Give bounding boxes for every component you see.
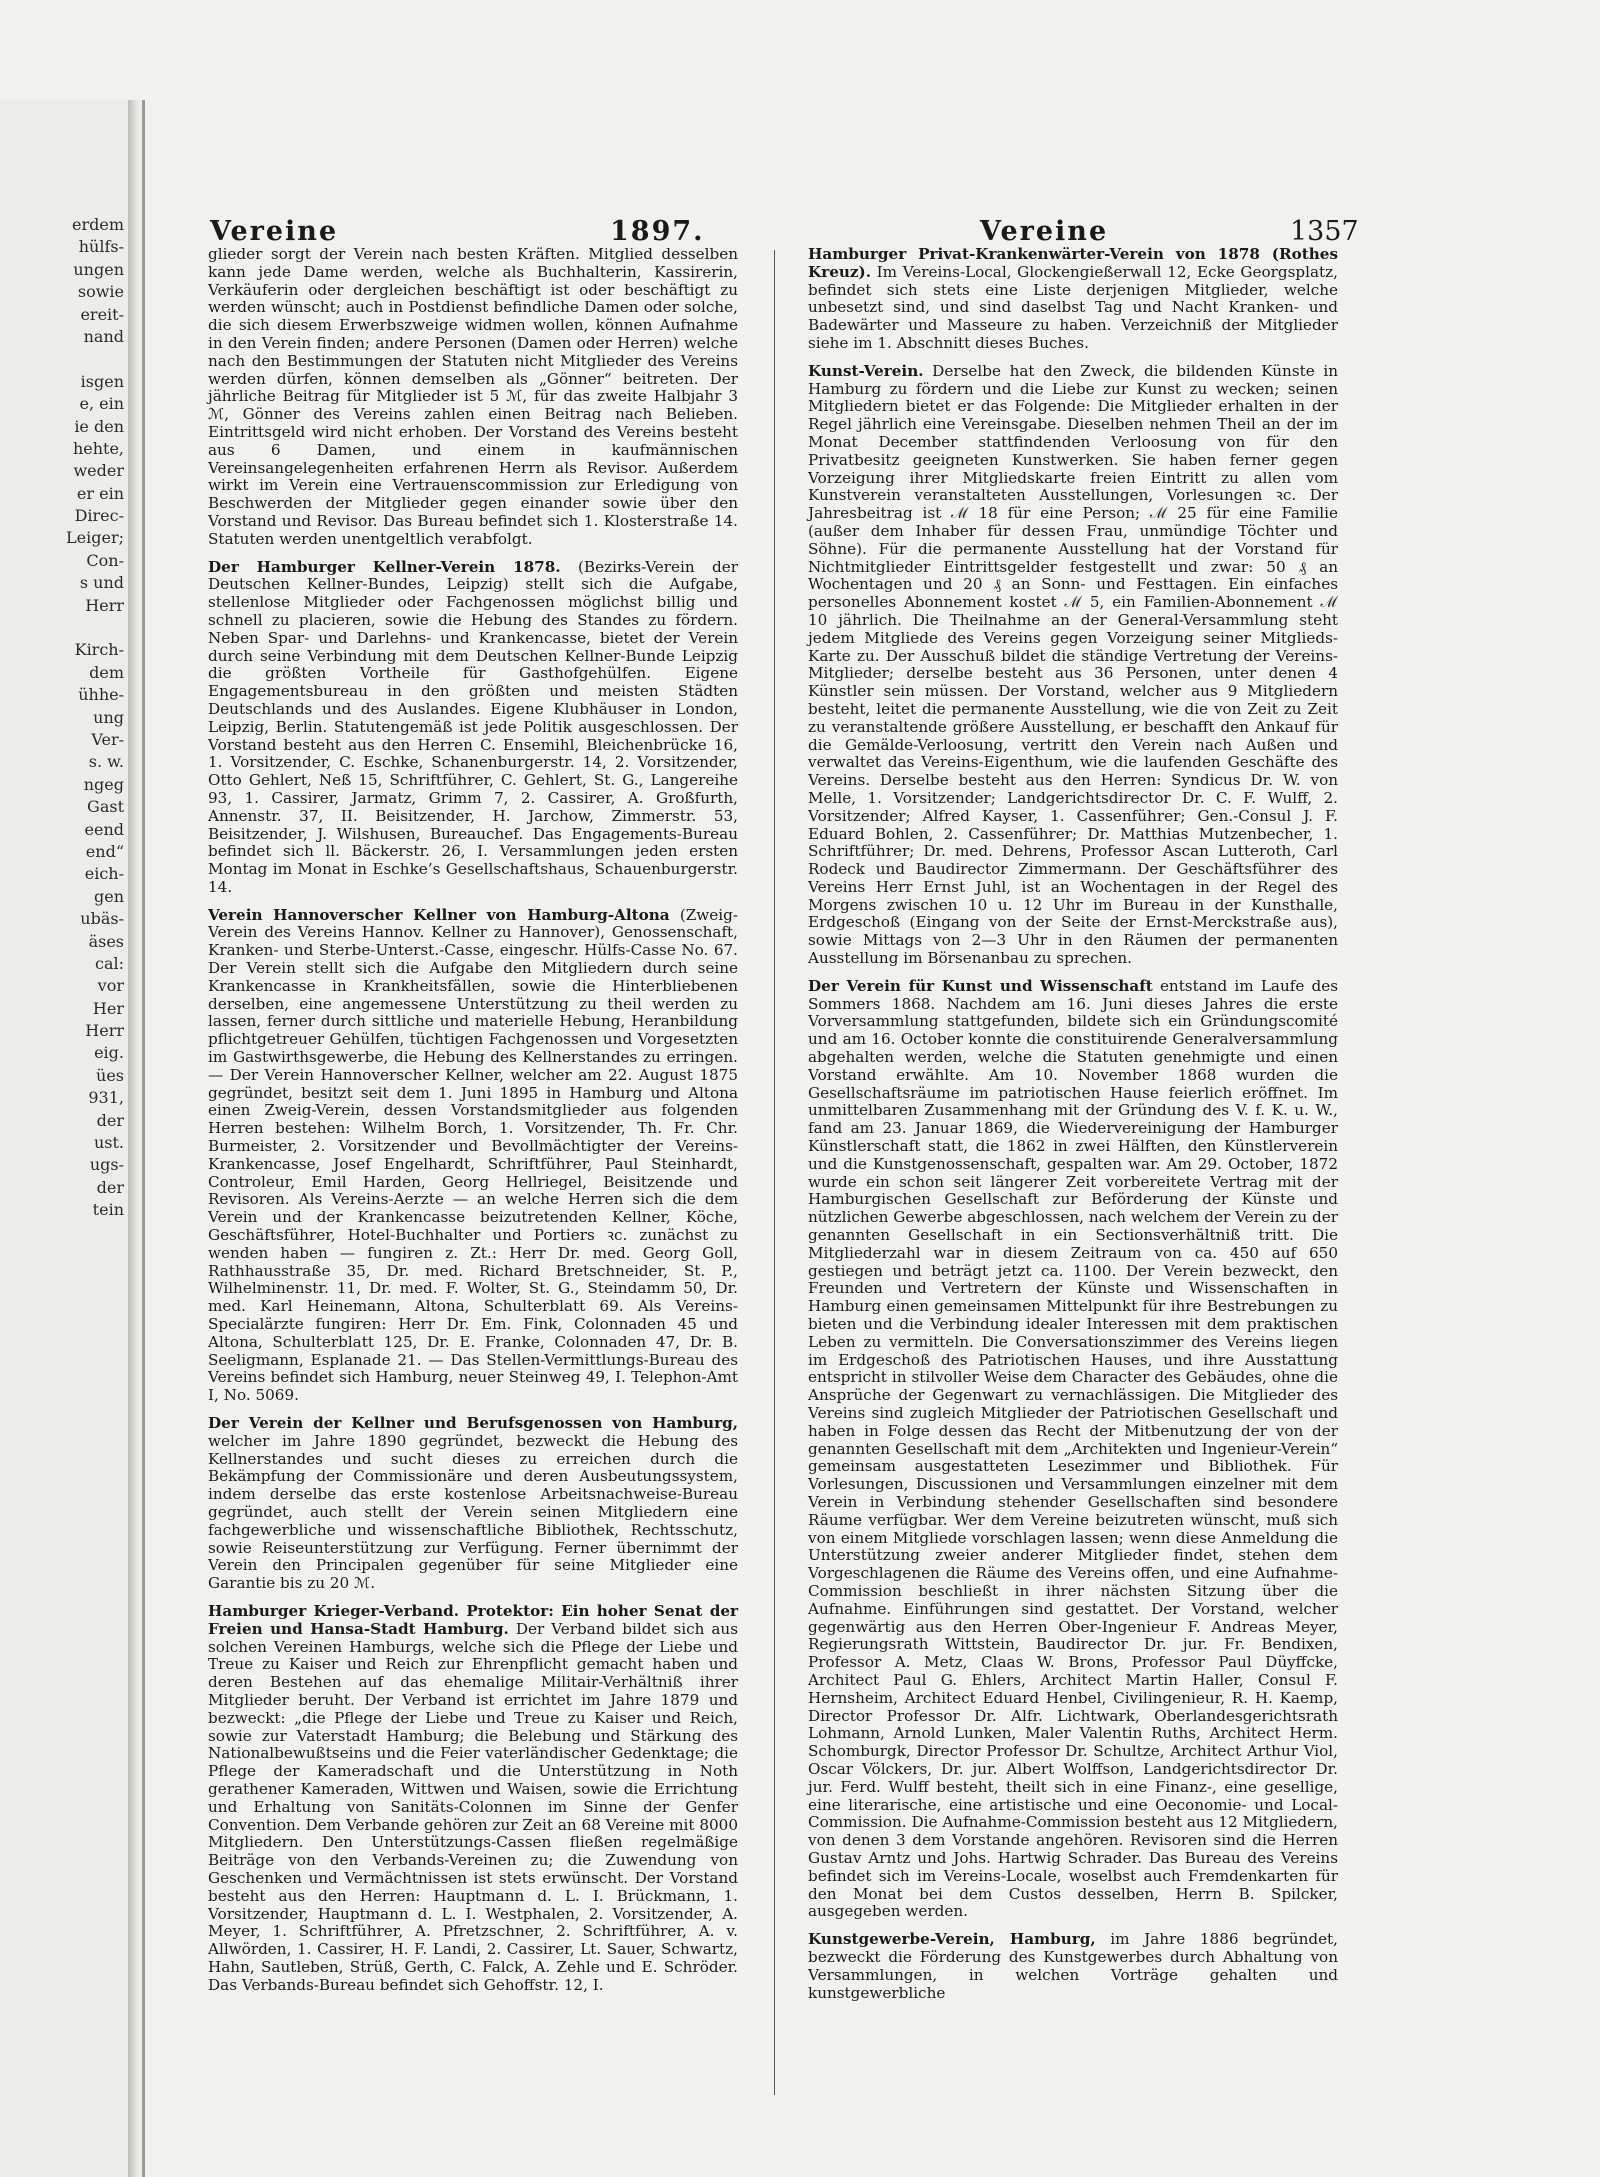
entry-title: Kunst-Verein. bbox=[808, 361, 924, 380]
facing-page-fragment: cal: bbox=[94, 953, 124, 973]
directory-page bbox=[150, 150, 1450, 2170]
entry-body: entstand im Laufe des Sommers 1868. Nachdem am 16. Juni dieses Jahres die erste Vorversammlung stattgefunden, bildete sich ein Gründungscomité und am 16. October konnte die constituirende Generalversammlung abgehalten werden, welche die Statuten genehmigte und einen Vorstand erwählte. Am 10. November 1868 wurden die Gesellschaftsräume im patriotischen Hause feierlich eröffnet. Im unmittelbaren Zusammenhang mit der Gründung des V. f. K. u. W., fand am 23. Januar 1869, die Wiedervereinigung der Hamburger Künstlerschaft statt, die 1862 in zwei Hälften, den Künstlerverein und die Kunstgenossenschaft, gespalten war. Am 29. October, 1872 wurde ein schon seit längerer Zeit vorbereitete Vertrag mit der Hamburgischen Gesellschaft zur Beförderung der Künste und nützlichen Gewerbe abgeschlossen, nach welchem der Verein zu der genannten Gesellschaft in ein Sectionsverhältniß tritt. Die Mitgliederzahl war in diesem Zeitraum von ca. 450 auf 650 gestiegen und beträgt jetzt ca. 1100. Der Verein bezweckt, den Freunden und Vertretern der Künste und Wissenschaften in Hamburg einen gemeinsamen Mittelpunkt für ihre Bestrebungen zu bieten und die Verbindung idealer Interessen mit dem praktischen Leben zu vermitteln. Die Conversationszimmer des Vereins liegen im Erdgeschoß des Patriotischen Hauses, und ihre Ausstattung entspricht in stilvoller Weise dem Character des Gebäudes, ohne die Ansprüche der Gegenwart zu vernachlässigen. Die Mitglieder des Vereins sind zugleich Mitglieder der Patriotischen Gesellschaft und haben in Folge dessen das Recht der Mitbenutzung der von der genannten Gesellschaft mit dem „Architekten und Ingenieur-Verein“ gemeinsam ausgestatteten Lesezimmer und Bibliothek. Für Vorlesungen, Discussionen und Versammlungen einzelner mit dem Verein in Verbindung stehender Gesellschaften sind besondere Räume verfügbar. Wer dem Vereine beizutreten wünscht, muß sich von einem Mitgliede vorschlagen lassen; wenn diese Anmeldung die Unterstützung zweier anderer Mitglieder findet, stehen dem Vorgeschlagenen die Räume des Vereins offen, und eine Aufnahme-Commission beschließt in ihrer nächsten Sitzung über die Aufnahme. Einführungen sind gestattet. Der Vorstand, welcher gegenwärtig aus den Herren Ober-Ingenieur F. Andreas Meyer, Regierungsrath Wittstein, Baudirector Dr. jur. Fr. Bendixen, Professor A. Metz, Claas W. Brons, Professor Paul Düyffcke, Architect Paul G. Ehlers, Architect Martin Haller, Consul F. Hernsheim, Architect Eduard Henbel, Civilingenieur, R. H. Kaemp, Director Professor Dr. Alfr. Lichtwark, Oberlandesgerichtsrath Lohmann, Arnold Lunken, Maler Valentin Ruths, Architect Herm. Schomburgk, Director Professor Dr. Schultze, Architect Arthur Viol, Oscar Völckers, Dr. jur. Albert Wolffson, Landgerichtsdirector Dr. jur. Ferd. Wulff besteht, theilt sich in eine Finanz-, eine gesellige, eine literarische, eine artistische und eine Oeconomie- und Local-Commission. Die Aufnahme-Commission besteht aus 12 Mitgliedern, von denen 3 dem Vorstande angehören. Revisoren sind die Herren Gustav Arntz und Johs. Hartwig Schrader. Das Bureau des Vereins befindet sich im Vereins-Locale, woselbst auch Fremdenkarten für den Monat bei dem Custos desselben, Herrn B. Spilcker, ausgegeben werden. bbox=[808, 976, 1338, 1921]
facing-page-fragment: sowie bbox=[77, 282, 124, 302]
directory-entry bbox=[808, 363, 1338, 968]
directory-entry bbox=[208, 907, 738, 1405]
entry-body: (Zweig-Verein des Vereins Hannov. Kellner zu Hannover), Genossenschaft, Kranken- und Sterbe-Unterst.-Casse, eingeschr. Hülfs-Casse No. 67. Der Verein stellt sich die Aufgabe den Mitgliedern durch seine Krankencasse in Krankheitsfällen, sowie die Hinterbliebenen derselben, eine angemessene Unterstützung zu theil werden zu lassen, ferner durch sittliche und materielle Hebung, Heranbildung pflichtgetreuer Gehülfen, tüchtigen Fachgenossen und Vorgesetzten im Gastwirthsgewerbe, die Hebung des Kellnerstandes zu erringen. — Der Verein Hannoverscher Kellner, welcher am 22. August 1875 gegründet, besitzt seit dem 1. Juni 1895 in Hamburg und Altona einen Zweig-Verein, dessen Vorstandsmitglieder aus folgenden Herren bestehen: Wilhelm Borch, 1. Vorsitzender, Th. Fr. Chr. Burmeister, 2. Vorsitzender und Bevollmächtigter der Vereins-Krankencasse, Josef Engelhardt, Schriftführer, Paul Steinhardt, Controleur, Emil Harden, Georg Hellriegel, Beisitzende und Revisoren. Als Vereins-Aerzte — an welche Herren sich die dem Verein und der Krankencasse beizutretenden Kellner, Köche, Geschäftsführer, Hotel-Buchhalter und Portiers ꝛc. zunächst zu wenden haben — fungiren z. Zt.: Herr Dr. med. Georg Goll, Rathhausstraße 35, Dr. med. Richard Bretschneider, St. P., Wilhelminenstr. 11, Dr. med. F. Wolter, St. G., Steindamm 50, Dr. med. Karl Heinemann, Altona, Schulterblatt 69. Als Vereins-Specialärzte fungiren: Herr Dr. Em. Fink, Colonnaden 45 und Altona, Schulterblatt 125, Dr. E. Franke, Colonnaden 47, Dr. B. Seeligmann, Esplanade 21. — Das Stellen-Vermittlungs-Bureau des Vereins befindet sich Hamburg, neuer Steinweg 49, I. Telephon-Amt I, No. 5069. bbox=[208, 905, 738, 1405]
facing-page-fragment: Her bbox=[92, 998, 124, 1018]
facing-page-fragment: ungen bbox=[73, 259, 124, 279]
entry-title: Hamburger Krieger-Verband. Protektor: Ein hoher Senat der Freien und Hansa-Stadt Hamburg. bbox=[208, 1601, 738, 1638]
facing-page-fragment: s. w. bbox=[88, 752, 124, 772]
directory-entry bbox=[208, 1415, 738, 1593]
facing-page-fragment: s und bbox=[79, 573, 124, 593]
facing-page-fragment: 931, bbox=[88, 1088, 124, 1108]
facing-page-fragment: gen bbox=[93, 886, 124, 906]
header-left-title: Vereine bbox=[210, 216, 339, 247]
facing-page-fragment: ereit- bbox=[80, 304, 124, 324]
page-fold-line bbox=[142, 100, 145, 2177]
facing-page-fragment: ugs- bbox=[89, 1155, 124, 1175]
directory-entry bbox=[208, 559, 738, 897]
facing-page-fragment: Gast bbox=[87, 797, 124, 817]
facing-page-fragment: der bbox=[96, 1177, 124, 1197]
facing-page-fragment: tein bbox=[92, 1200, 124, 1220]
facing-page-fragment: ngeg bbox=[83, 774, 124, 794]
facing-page-fragment: eich- bbox=[84, 864, 124, 884]
facing-page-fragment: ühhe- bbox=[78, 685, 124, 705]
facing-page-fragment: dem bbox=[89, 662, 124, 682]
facing-page-text-fragments bbox=[2, 214, 124, 1222]
entry-body: Der Verband bildet sich aus solchen Vereinen Hamburgs, welche sich die Pflege der Liebe und Treue zu Kaiser und Reich zur Ehrenpflicht gemacht haben und deren Bestehen auf das ehemalige Militair-Verhältniß ihrer Mitglieder beruht. Der Verband ist errichtet im Jahre 1879 und bezweckt: „die Pflege der Liebe und Treue zu Kaiser und Reich, sowie zur Vaterstadt Hamburg; die Belebung und Stärkung des Nationalbewußtseins und die Feier vaterländischer Gedenktage; die Pflege der Kameradschaft und die Unterstützung in Noth gerathener Kameraden, Wittwen und Waisen, sowie die Errichtung und Erhaltung von Sanitäts-Colonnen im Sinne der Genfer Convention. Dem Verbande gehören zur Zeit an 68 Vereine mit 8000 Mitgliedern. Den Unterstützungs-Cassen fließen regelmäßige Beiträge von den Verbands-Vereinen zu; die Zuwendung von Geschenken und Vermächtnissen ist stets erwünscht. Der Vorstand besteht aus den Herren: Hauptmann d. L. I. Brückmann, 1. Vorsitzender, Hauptmann d. L. I. Westphalen, 2. Vorsitzender, A. Meyer, 1. Schriftführer, A. Pfretzschner, 2. Schriftführer, A. v. Allwörden, 1. Cassirer, H. F. Landi, 2. Cassirer, Lt. Sauer, Schwartz, Hahn, Sautleben, Strüß, Gerth, C. Falck, A. Zehle und E. Schröder. Das Verbands-Bureau befindet sich Gehoffstr. 12, I. bbox=[208, 1619, 739, 1994]
facing-page-fragment: ubäs- bbox=[80, 909, 124, 929]
facing-page-fragment: weder bbox=[73, 461, 124, 481]
directory-entry bbox=[808, 1931, 1338, 2002]
header-right-title: Vereine bbox=[980, 216, 1109, 247]
directory-entry bbox=[208, 1603, 738, 1995]
facing-page-fragment: nand bbox=[83, 326, 124, 346]
facing-page-fragment: hülfs- bbox=[78, 237, 124, 257]
facing-page-fragment: eig. bbox=[94, 1043, 124, 1063]
page-number: 1357 bbox=[1290, 216, 1359, 247]
facing-page-fragment: erdem bbox=[72, 215, 124, 234]
facing-page-fragment: ües bbox=[96, 1065, 124, 1085]
entry-body: Im Vereins-Local, Glockengießerwall 12, Ecke Georgsplatz, befindet sich stets eine Liste derjenigen Mitglieder, welche unbesetzt sind, und sind daselbst Tag und Nacht Kranken- und Badewärter und Masseure zu haben. Verzeichniß der Mitglieder siehe im 1. Abschnitt dieses Buches. bbox=[808, 262, 1338, 352]
entry-title: Der Verein der Kellner und Berufsgenossen von Hamburg, bbox=[208, 1414, 738, 1432]
entry-body: im Jahre 1886 begründet, bezweckt die Förderung des Kunstgewerbes durch Abhaltung von Versammlungen, in welchen Vorträge gehalten und kunstgewerbliche bbox=[808, 1930, 1338, 2002]
entry-body: welcher im Jahre 1890 gegründet, bezweckt die Hebung des Kellnerstandes und sucht dieses zu erreichen durch die Bekämpfung der Commissionäre und deren Ausbeutungssystem, indem derselbe das erste kostenlose Arbeitsnachweise-Bureau gegründet, auch stellt der Verein seinen Mitgliedern eine fachgewerbliche und wissenschaftliche Bibliothek, Rechtsschutz, sowie Reiseunterstützung zur Verfügung. Ferner übernimmt der Verein den Principalen gegenüber für seine Mitglieder eine Garantie bis zu 20 ℳ. bbox=[208, 1431, 738, 1593]
column-divider bbox=[774, 250, 775, 2095]
facing-page-fragment: Ver- bbox=[91, 729, 124, 749]
facing-page-fragment: e, ein bbox=[79, 394, 124, 414]
right-column bbox=[808, 246, 1338, 2106]
entry-body: (Bezirks-Verein der Deutschen Kellner-Bundes, Leipzig) stellt sich die Aufgabe, stellenlose Mitglieder oder Fachgenossen möglichst billig und schnell zu placieren, sowie die Hebung des Standes zu fördern. Neben Spar- und Darlehns- und Krankencasse, bietet der Verein durch seine Verbindung mit dem Deutschen Kellner-Bunde Leipzig die größten Vortheile für Gasthofgehülfen. Eigene Engagementsbureau in den größten und meisten Städten Deutschlands und des Auslandes. Eigene Klubhäuser in London, Leipzig, Berlin. Statutengemäß ist jede Politik ausgeschlossen. Der Vorstand besteht aus den Herren C. Ensemihl, Bleichenbrücke 16, 1. Vorsitzender, C. Eschke, Schanenburgerstr. 14, 2. Vorsitzender, Otto Gehlert, Neß 15, Schriftführer, C. Gehlert, St. G., Langereihe 93, 1. Cassirer, Jarmatz, Grimm 7, 2. Cassirer, A. Großfurth, Annenstr. 37, II. Beisitzender, H. Jarchow, Zimmerstr. 53, Beisitzender, J. Wilshusen, Bureauchef. Das Engagements-Bureau befindet sich ll. Bäckerstr. 26, I. Versammlungen jeden ersten Montag im Monat in Eschke’s Gesellschaftshaus, Schauenburgerstr. 14. bbox=[208, 557, 738, 896]
entry-title: Der Hamburger Kellner-Verein 1878. bbox=[208, 557, 561, 576]
facing-page-fragment: ie den bbox=[74, 416, 124, 436]
facing-page-fragment: vor bbox=[97, 976, 124, 996]
directory-entry bbox=[808, 246, 1338, 353]
left-column bbox=[208, 246, 738, 2106]
facing-page-fragment: Kirch- bbox=[74, 640, 124, 660]
facing-page-fragment: Direc- bbox=[74, 506, 124, 526]
facing-page-fragment: der bbox=[96, 1110, 124, 1130]
facing-page-fragment: Herr bbox=[85, 1021, 124, 1041]
facing-page-fragment: ung bbox=[93, 707, 124, 727]
facing-page-fragment: äses bbox=[88, 931, 124, 951]
entry-body: glieder sorgt der Verein nach besten Kräften. Mitglied desselben kann jede Dame werden, welche als Buchhalterin, Kassirerin, Verkäuferin oder dergleichen beschäftigt ist oder beschäftigt zu werden wünscht; auch in Postdienst befindliche Damen oder solche, die sich diesem Erwerbszweige widmen wollen, können Aufnahme in den Verein finden; andere Personen (Damen oder Herren) welche nach den Bestimmungen der Statuten nicht Mitglieder des Vereins werden dürfen, können demselben als „Gönner“ beitreten. Der jährliche Beitrag für Mitglieder ist 5 ℳ, für das zweite Halbjahr 3 ℳ, Gönner des Vereins zahlen einen Beitrag nach Belieben. Eintrittsgeld wird nicht erhoben. Der Vorstand des Vereins besteht aus 6 Damen, und einem in kaufmännischen Vereinsangelegenheiten erfahrenen Herrn als Revisor. Außerdem wirkt im Verein eine Vertrauenscommission zur Erledigung von Beschwerden der Mitglieder gegen einander sowie über den Vorstand und Revisor. Das Bureau befindet sich 1. Klosterstraße 14. Statuten werden unentgeltlich verabfolgt. bbox=[208, 245, 738, 548]
facing-page-fragment: hehte, bbox=[72, 438, 124, 458]
facing-page-fragment: end“ bbox=[85, 841, 124, 861]
facing-page-fragment bbox=[2, 617, 124, 639]
facing-page-fragment: ust. bbox=[93, 1133, 124, 1153]
facing-page-fragment: Herr bbox=[85, 595, 124, 615]
directory-entry bbox=[208, 246, 738, 549]
page-fold-shadow bbox=[128, 100, 142, 2177]
entry-body: Derselbe hat den Zweck, die bildenden Künste in Hamburg zu fördern und die Liebe zur Kunst zu wecken; seinen Mitgliedern bietet er das Folgende: Die Mitglieder erhalten in der Regel jährlich eine Vereinsgabe. Dieselben nehmen Theil an der im Monat December stattfindenden Verloosung von für den Privatbesitz geeigneten Kunstwerken. Sie haben ferner gegen Vorzeigung ihrer Mitgliedskarte freien Eintritt zu allen vom Kunstverein veranstalteten Ausstellungen, Vorlesungen ꝛc. Der Jahresbeitrag ist ℳ 18 für eine Person; ℳ 25 für eine Familie (außer dem Inhaber für dessen Frau, unmündige Töchter und Söhne). Für die permanente Ausstellung hat der Vorstand für Nichtmitglieder Eintrittsgelder festgestellt und zwar: 50 ₰ an Wochentagen und 20 ₰ an Sonn- und Festtagen. Ein einfaches personelles Abonnement kostet ℳ 5, ein Familien-Abonnement ℳ 10 jährlich. Die Theilnahme an der General-Versammlung steht jedem Mitgliede des Vereins gegen Vorzeigung seiner Mitglieds-Karte zu. Der Ausschuß bildet die ständige Vertretung der Vereins-Mitglieder; derselbe besteht aus 36 Personen, unter denen 4 Künstler sein müssen. Der Vorstand, welcher aus 9 Mitgliedern besteht, leitet die permanente Ausstellung, wie die von Zeit zu Zeit zu veranstaltende größere Ausstellung, er beschafft den Ankauf für die Gemälde-Verloosung, vertritt den Verein nach Außen und verwaltet das Vereins-Eigenthum, wie die laufenden Geschäfte des Vereins. Derselbe besteht aus den Herren: Syndicus Dr. W. von Melle, 1. Vorsitzender; Landgerichtsdirector Dr. C. F. Wulff, 2. Vorsitzender; Alfred Kayser, 1. Cassenführer; Gen.-Consul J. F. Eduard Bohlen, 2. Cassenführer; Dr. Matthias Mutzenbecher, 1. Schriftführer; Dr. med. Dehrens, Professor Ascan Lutteroth, Carl Rodeck und Baudirector Zimmermann. Der Geschäftsführer des Vereins Herr Ernst Juhl, ist an Wochentagen in der Regel des Morgens zwischen 10 u. 12 Uhr im Bureau in der Kunsthalle, Erdgeschoß (Eingang von der Seite der Ernst-Merckstraße aus), sowie Mittags von 2—3 Uhr in den Räumen der permanenten Ausstellung im Börsenanbau zu sprechen. bbox=[808, 361, 1338, 968]
entry-title: Kunstgewerbe-Verein, Hamburg, bbox=[808, 1930, 1096, 1949]
facing-page-fragment: Con- bbox=[86, 550, 124, 570]
entry-title: Der Verein für Kunst und Wissenschaft bbox=[808, 976, 1153, 995]
facing-page-fragment bbox=[2, 348, 124, 370]
entry-title: Hamburger Privat-Krankenwärter-Verein von 1878 (Rothes Kreuz). bbox=[808, 245, 1338, 281]
facing-page-fragment: er ein bbox=[76, 483, 124, 503]
facing-page-fragment: eend bbox=[84, 819, 124, 839]
directory-entry bbox=[808, 978, 1338, 1921]
entry-title: Verein Hannoverscher Kellner von Hamburg-Altona bbox=[208, 905, 670, 924]
facing-page-fragment: Leiger; bbox=[66, 528, 124, 548]
header-year: 1897. bbox=[610, 216, 705, 247]
facing-page-fragment: isgen bbox=[80, 371, 124, 391]
